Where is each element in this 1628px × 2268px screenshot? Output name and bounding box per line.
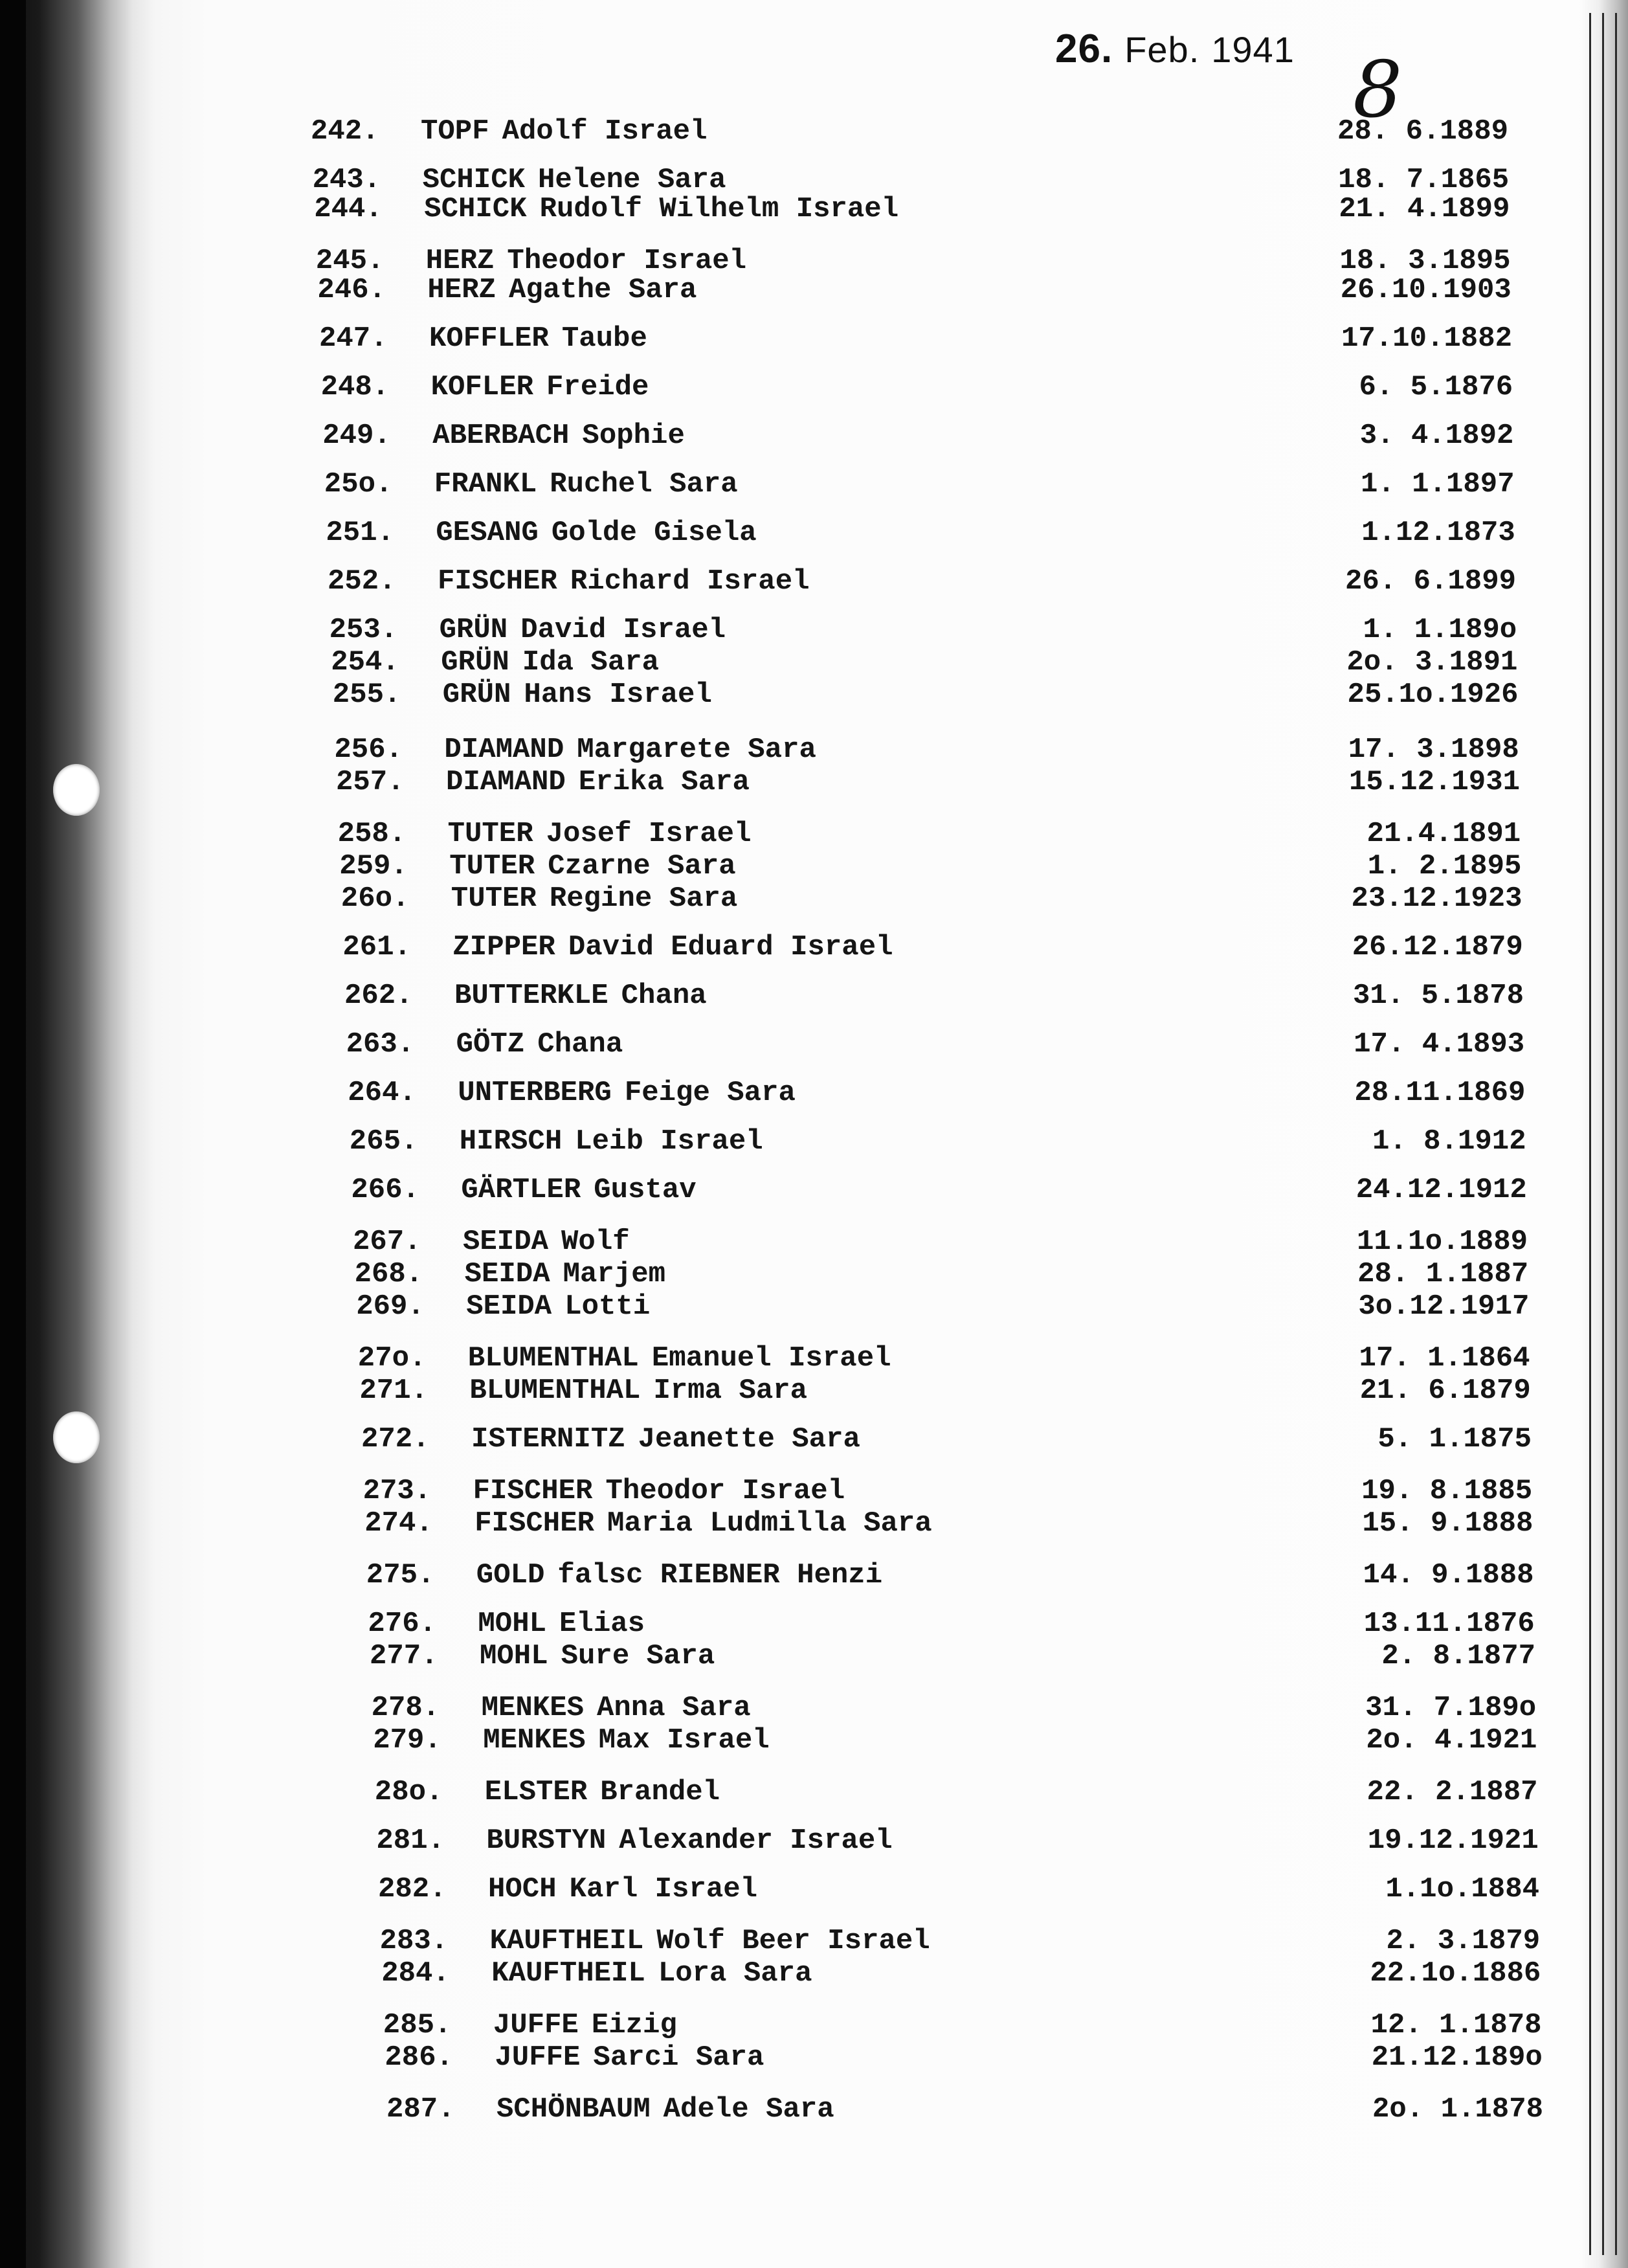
entry-given-names: David Eduard Israel xyxy=(568,931,893,963)
entry-surname: SEIDA xyxy=(463,1226,549,1258)
entry-birth-date: 1. 2.1895 xyxy=(1367,850,1522,882)
entry-given-names: falsc RIEBNER Henzi xyxy=(557,1559,883,1591)
entry-birth-date: 26.10.1903 xyxy=(1340,274,1511,306)
entry-given-names: Sarci Sara xyxy=(593,2041,764,2074)
entry-surname: ZIPPER xyxy=(452,931,555,963)
list-item xyxy=(333,677,1541,713)
list-item xyxy=(381,1955,1541,1992)
entry-number: 273. xyxy=(362,1475,432,1507)
entry-birth-date: 3. 4.1892 xyxy=(1359,420,1514,452)
entry-given-names: Adolf Israel xyxy=(502,115,708,148)
entry-number: 28o. xyxy=(374,1776,443,1808)
entry-surname: SEIDA xyxy=(464,1258,550,1290)
entry-number: 264. xyxy=(348,1077,416,1109)
list-item xyxy=(351,1172,1541,1208)
list-item xyxy=(338,816,1541,852)
entry-number: 274. xyxy=(364,1507,433,1540)
entry-surname: GRÜN xyxy=(441,646,509,679)
entry-birth-date: 15.12.1931 xyxy=(1348,766,1520,798)
entry-given-names: Alexander Israel xyxy=(619,1825,893,1857)
entry-surname: GOLD xyxy=(476,1559,545,1591)
list-item xyxy=(319,320,1541,357)
entry-given-names: Theodor Israel xyxy=(605,1475,845,1507)
list-item xyxy=(363,1473,1541,1509)
entry-given-names: Feige Sara xyxy=(624,1077,796,1109)
entry-surname: BLUMENTHAL xyxy=(469,1375,641,1407)
entry-given-names: Lotti xyxy=(564,1290,651,1323)
entry-birth-date: 18. 7.1865 xyxy=(1338,164,1510,196)
entry-birth-date: 31. 7.189o xyxy=(1365,1692,1537,1724)
entry-number: 268. xyxy=(354,1258,423,1290)
entry-surname: HERZ xyxy=(425,245,495,277)
list-item xyxy=(383,2007,1541,2043)
entry-number: 266. xyxy=(351,1174,420,1206)
list-item xyxy=(373,1722,1541,1758)
entry-birth-date: 13.11.1876 xyxy=(1363,1608,1535,1640)
list-item xyxy=(341,881,1541,917)
list-item xyxy=(372,1690,1541,1726)
entry-number: 279. xyxy=(373,1724,441,1757)
entry-given-names: Wolf xyxy=(561,1226,630,1258)
entry-given-names: Brandel xyxy=(600,1776,720,1808)
entry-birth-date: 2. 8.1877 xyxy=(1381,1640,1535,1672)
entry-surname: KOFFLER xyxy=(429,322,549,355)
entry-number: 255. xyxy=(332,679,401,711)
entry-surname: DIAMAND xyxy=(444,734,564,766)
list-item xyxy=(329,612,1541,648)
list-item xyxy=(380,1923,1541,1959)
entry-given-names: Wolf Beer Israel xyxy=(656,1925,930,1957)
punch-hole-bottom xyxy=(53,1411,100,1463)
entry-birth-date: 25.1o.1926 xyxy=(1347,679,1519,711)
entry-number: 267. xyxy=(353,1226,421,1258)
entry-number: 242. xyxy=(311,115,379,148)
entry-given-names: Helene Sara xyxy=(538,164,726,196)
entry-number: 252. xyxy=(328,565,396,598)
list-item xyxy=(339,848,1541,884)
entry-birth-date: 1. 1.189o xyxy=(1363,614,1517,646)
entry-given-names: Ida Sara xyxy=(522,646,660,679)
entry-given-names: Leib Israel xyxy=(575,1125,763,1158)
entry-birth-date: 2o. 1.1878 xyxy=(1372,2093,1543,2126)
entry-birth-date: 21. 4.1899 xyxy=(1339,193,1510,225)
list-item xyxy=(324,466,1541,502)
entry-number: 256. xyxy=(334,734,403,766)
entry-birth-date: 26. 6.1899 xyxy=(1344,565,1516,598)
entry-birth-date: 3o.12.1917 xyxy=(1358,1290,1530,1323)
entry-surname: DIAMAND xyxy=(446,766,566,798)
entry-number: 257. xyxy=(336,766,405,798)
entry-given-names: Eizig xyxy=(591,2009,677,2041)
entry-given-names: Margarete Sara xyxy=(577,734,816,766)
list-item xyxy=(317,272,1541,308)
entry-given-names: Golde Gisela xyxy=(551,517,757,549)
entry-number: 26o. xyxy=(340,882,410,915)
entry-number: 249. xyxy=(322,420,391,452)
entry-surname: FISCHER xyxy=(474,1507,595,1540)
list-item xyxy=(331,644,1541,680)
list-item xyxy=(366,1557,1541,1593)
entry-number: 254. xyxy=(331,646,399,679)
entry-birth-date: 17. 1.1864 xyxy=(1359,1342,1530,1375)
list-item xyxy=(355,1256,1541,1292)
page-edge-line xyxy=(1615,13,1617,2255)
entry-birth-date: 1. 8.1912 xyxy=(1372,1125,1526,1158)
entry-surname: BLUMENTHAL xyxy=(467,1342,639,1375)
entry-surname: HOCH xyxy=(488,1873,557,1905)
list-item xyxy=(321,369,1541,405)
entry-birth-date: 22. 2.1887 xyxy=(1366,1776,1538,1808)
entry-number: 263. xyxy=(346,1028,415,1061)
entry-surname: MENKES xyxy=(483,1724,586,1757)
list-item xyxy=(386,2091,1541,2128)
entry-given-names: Chana xyxy=(621,980,707,1012)
entry-surname: SCHÖNBAUM xyxy=(496,2093,651,2126)
list-item xyxy=(350,1123,1541,1160)
entry-surname: MOHL xyxy=(478,1608,547,1640)
entry-birth-date: 17. 3.1898 xyxy=(1348,734,1519,766)
entry-given-names: Taube xyxy=(561,322,647,355)
entry-surname: HIRSCH xyxy=(459,1125,563,1158)
entry-birth-date: 2o. 3.1891 xyxy=(1346,646,1518,679)
header-date-month: Feb. xyxy=(1124,29,1200,70)
entry-number: 278. xyxy=(371,1692,440,1724)
entry-surname: TUTER xyxy=(447,818,533,850)
entry-number: 243. xyxy=(312,164,381,196)
entry-surname: SCHICK xyxy=(424,193,527,225)
entry-number: 251. xyxy=(326,517,395,549)
entry-surname: ABERBACH xyxy=(432,420,570,452)
entry-birth-date: 21. 6.1879 xyxy=(1359,1375,1531,1407)
entry-birth-date: 19. 8.1885 xyxy=(1361,1475,1533,1507)
entry-birth-date: 18. 3.1895 xyxy=(1339,245,1511,277)
list-item xyxy=(385,2039,1541,2076)
list-item xyxy=(336,764,1541,800)
entry-number: 281. xyxy=(376,1825,445,1857)
entry-surname: KAUFTHEIL xyxy=(489,1925,644,1957)
entry-number: 246. xyxy=(317,274,386,306)
entry-number: 287. xyxy=(386,2093,455,2126)
entry-given-names: Lora Sara xyxy=(658,1957,812,1990)
entry-birth-date: 17.10.1882 xyxy=(1341,322,1512,355)
entry-given-names: Josef Israel xyxy=(546,818,752,850)
list-item xyxy=(311,113,1541,150)
entry-number: 265. xyxy=(349,1125,418,1158)
entry-given-names: Richard Israel xyxy=(570,565,810,598)
entry-given-names: Sure Sara xyxy=(561,1640,715,1672)
list-item xyxy=(342,929,1541,965)
entry-surname: ELSTER xyxy=(484,1776,588,1808)
entry-birth-date: 17. 4.1893 xyxy=(1354,1028,1525,1061)
entry-number: 258. xyxy=(337,818,407,850)
entry-birth-date: 31. 5.1878 xyxy=(1352,980,1524,1012)
binder-shadow xyxy=(0,0,26,2268)
entry-given-names: Czarne Sara xyxy=(548,850,736,882)
entry-number: 259. xyxy=(339,850,408,882)
entry-surname: GRÜN xyxy=(442,679,511,711)
entry-birth-date: 1.1o.1884 xyxy=(1385,1873,1539,1905)
list-item xyxy=(375,1774,1541,1810)
entry-given-names: Emanuel Israel xyxy=(651,1342,891,1375)
entry-surname: JUFFE xyxy=(493,2009,579,2041)
list-item xyxy=(358,1340,1541,1376)
entry-number: 269. xyxy=(356,1290,425,1323)
entry-given-names: Sophie xyxy=(582,420,685,452)
entry-number: 25o. xyxy=(324,468,393,500)
entry-given-names: Anna Sara xyxy=(597,1692,751,1724)
entry-surname: GÖTZ xyxy=(456,1028,525,1061)
entry-given-names: Freide xyxy=(546,371,649,403)
entry-number: 27o. xyxy=(357,1342,427,1375)
entry-number: 247. xyxy=(319,322,388,355)
list-item xyxy=(376,1823,1541,1859)
entry-birth-date: 26.12.1879 xyxy=(1352,931,1523,963)
entry-number: 271. xyxy=(359,1375,429,1407)
entry-birth-date: 5. 1.1875 xyxy=(1377,1423,1532,1455)
entry-number: 272. xyxy=(361,1423,430,1455)
entry-given-names: Adele Sara xyxy=(663,2093,834,2126)
entry-birth-date: 14. 9.1888 xyxy=(1363,1559,1534,1591)
list-item xyxy=(356,1288,1541,1325)
entry-number: 248. xyxy=(320,371,390,403)
entry-surname: MOHL xyxy=(480,1640,548,1672)
entry-number: 282. xyxy=(378,1873,447,1905)
entry-number: 283. xyxy=(379,1925,449,1957)
entry-birth-date: 1.12.1873 xyxy=(1361,517,1515,549)
entry-number: 276. xyxy=(368,1608,437,1640)
entry-surname: MENKES xyxy=(481,1692,585,1724)
header-date-year: 1941 xyxy=(1211,29,1295,70)
entry-surname: BURSTYN xyxy=(486,1825,607,1857)
entry-surname: TOPF xyxy=(421,115,489,148)
list-item xyxy=(328,563,1541,600)
entry-given-names: Maria Ludmilla Sara xyxy=(607,1507,932,1540)
entry-number: 277. xyxy=(370,1640,438,1672)
entry-given-names: Chana xyxy=(537,1028,623,1061)
entry-birth-date: 15. 9.1888 xyxy=(1362,1507,1533,1540)
entry-number: 253. xyxy=(329,614,398,646)
entry-given-names: Irma Sara xyxy=(653,1375,808,1407)
entry-birth-date: 21.12.189o xyxy=(1371,2041,1543,2074)
entry-surname: SCHICK xyxy=(422,164,526,196)
entry-birth-date: 28. 6.1889 xyxy=(1337,115,1508,148)
entry-surname: BUTTERKLE xyxy=(454,980,608,1012)
entry-list xyxy=(149,0,1592,2268)
entry-birth-date: 6. 5.1876 xyxy=(1359,371,1513,403)
entry-surname: KOFLER xyxy=(430,371,534,403)
entry-number: 245. xyxy=(315,245,385,277)
entry-birth-date: 2. 3.1879 xyxy=(1386,1925,1541,1957)
list-item xyxy=(370,1638,1541,1674)
entry-birth-date: 19.12.1921 xyxy=(1367,1825,1539,1857)
list-item xyxy=(368,1606,1541,1642)
list-item xyxy=(346,1026,1541,1062)
entry-birth-date: 21.4.1891 xyxy=(1366,818,1521,850)
list-item xyxy=(348,1075,1541,1111)
punch-hole-top xyxy=(53,764,100,816)
entry-given-names: Gustav xyxy=(594,1174,697,1206)
entry-surname: ISTERNITZ xyxy=(471,1423,625,1455)
entry-given-names: Rudolf Wilhelm Israel xyxy=(539,193,899,225)
entry-birth-date: 11.1o.1889 xyxy=(1356,1226,1528,1258)
page-number: 8 xyxy=(1353,45,1403,135)
entry-given-names: Elias xyxy=(559,1608,645,1640)
entry-birth-date: 12. 1.1878 xyxy=(1370,2009,1542,2041)
entry-surname: JUFFE xyxy=(495,2041,581,2074)
entry-number: 244. xyxy=(314,193,383,225)
entry-number: 284. xyxy=(381,1957,450,1990)
entry-birth-date: 22.1o.1886 xyxy=(1370,1957,1541,1990)
entry-given-names: Regine Sara xyxy=(549,882,738,915)
entry-given-names: Agathe Sara xyxy=(509,274,697,306)
entry-given-names: Theodor Israel xyxy=(507,245,747,277)
list-item xyxy=(334,732,1541,768)
entry-given-names: Hans Israel xyxy=(524,679,712,711)
list-item xyxy=(364,1505,1541,1542)
list-item xyxy=(344,978,1541,1014)
entry-given-names: David Israel xyxy=(520,614,726,646)
entry-birth-date: 23.12.1923 xyxy=(1351,882,1522,915)
entry-birth-date: 1. 1.1897 xyxy=(1360,468,1515,500)
list-item xyxy=(378,1871,1541,1907)
entry-surname: FISCHER xyxy=(473,1475,593,1507)
entry-surname: TUTER xyxy=(451,882,537,915)
entry-given-names: Jeanette Sara xyxy=(638,1423,860,1455)
entry-number: 285. xyxy=(383,2009,452,2041)
entry-surname: GÄRTLER xyxy=(461,1174,581,1206)
entry-surname: SEIDA xyxy=(466,1290,552,1323)
list-item xyxy=(353,1224,1541,1260)
header-date-day: 26. xyxy=(1055,27,1113,71)
entry-surname: GRÜN xyxy=(439,614,508,646)
entry-birth-date: 28. 1.1887 xyxy=(1357,1258,1529,1290)
entry-surname: UNTERBERG xyxy=(458,1077,612,1109)
entry-number: 286. xyxy=(385,2041,454,2074)
list-item xyxy=(314,191,1541,227)
entry-surname: GESANG xyxy=(436,517,539,549)
document-sheet xyxy=(149,0,1592,2268)
entry-surname: FRANKL xyxy=(434,468,537,500)
entry-given-names: Karl Israel xyxy=(569,1873,758,1905)
list-item xyxy=(326,515,1541,551)
entry-surname: TUTER xyxy=(449,850,535,882)
entry-number: 262. xyxy=(344,980,413,1012)
entry-given-names: Max Israel xyxy=(598,1724,770,1757)
page-edge-line xyxy=(1602,13,1604,2255)
entry-given-names: Ruchel Sara xyxy=(550,468,738,500)
entry-surname: FISCHER xyxy=(438,565,557,598)
entry-birth-date: 2o. 4.1921 xyxy=(1366,1724,1537,1757)
list-item xyxy=(359,1373,1541,1409)
entry-number: 275. xyxy=(366,1559,435,1591)
entry-given-names: Marjem xyxy=(563,1258,666,1290)
list-item xyxy=(361,1421,1541,1457)
entry-birth-date: 28.11.1869 xyxy=(1354,1077,1526,1109)
entry-number: 261. xyxy=(342,931,412,963)
entry-surname: HERZ xyxy=(427,274,496,306)
entry-birth-date: 24.12.1912 xyxy=(1355,1174,1527,1206)
list-item xyxy=(322,418,1541,454)
entry-surname: KAUFTHEIL xyxy=(491,1957,645,1990)
entry-given-names: Erika Sara xyxy=(578,766,750,798)
